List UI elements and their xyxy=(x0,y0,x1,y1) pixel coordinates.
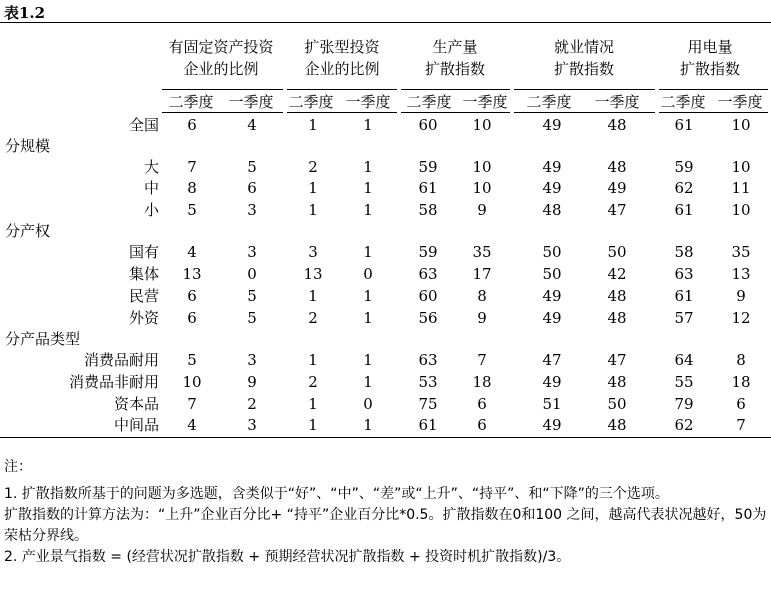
table-cell: 62 xyxy=(674,179,694,197)
table-cell: 60 xyxy=(418,287,438,305)
table-cell: 75 xyxy=(418,395,438,413)
row-label: 小 xyxy=(143,201,159,219)
table-cell: 3 xyxy=(247,243,257,261)
table-cell: 61 xyxy=(418,416,438,434)
note-1-formula: 扩散指数的计算方法为：“上升”企业百分比+ “持平”企业百分比*0.5。扩散指数在0和100 之间，越高代表状况越好，50为荣枯分界线。 xyxy=(4,507,767,544)
table-cell: 9 xyxy=(736,287,746,305)
table-cell: 1 xyxy=(363,416,373,434)
subheader-q2: 二季度 xyxy=(406,93,452,111)
group-rule xyxy=(287,89,397,90)
row-label: 大 xyxy=(143,158,159,176)
table-cell: 8 xyxy=(477,287,487,305)
table-cell: 1 xyxy=(308,179,318,197)
row-label: 中间品 xyxy=(113,416,159,434)
table-cell: 3 xyxy=(247,351,257,369)
table-cell: 2 xyxy=(247,395,257,413)
column-group-line2: 扩散指数 xyxy=(679,60,740,78)
table-cell: 1 xyxy=(363,201,373,219)
note-2: 2. 产业景气指数 = (经营状况扩散指数 + 预期经营状况扩散指数 + 投资时机扩散指数)/3。 xyxy=(4,549,571,565)
subheader-rule xyxy=(287,112,397,113)
column-group-line2: 扩散指数 xyxy=(553,60,614,78)
table-cell: 10 xyxy=(472,158,492,176)
table-cell: 9 xyxy=(477,201,487,219)
table-cell: 1 xyxy=(308,351,318,369)
table-cell: 6 xyxy=(187,287,197,305)
table-cell: 12 xyxy=(731,309,751,327)
table-cell: 7 xyxy=(477,351,487,369)
table-cell: 50 xyxy=(607,395,627,413)
column-group-line1: 就业情况 xyxy=(553,38,614,56)
table-cell: 10 xyxy=(731,201,751,219)
table-cell: 11 xyxy=(731,179,751,197)
column-group-line2: 扩散指数 xyxy=(424,60,485,78)
table-cell: 59 xyxy=(418,243,438,261)
bottom-rule xyxy=(0,437,771,438)
group-rule xyxy=(162,89,283,90)
table-cell: 49 xyxy=(542,287,562,305)
row-label: 中 xyxy=(143,179,159,197)
table-cell: 18 xyxy=(472,373,492,391)
subheader-q2: 二季度 xyxy=(526,93,572,111)
table-cell: 1 xyxy=(308,416,318,434)
table-cell: 0 xyxy=(363,265,373,283)
subheader-q1: 一季度 xyxy=(594,93,640,111)
group-rule xyxy=(659,89,768,90)
table-cell: 10 xyxy=(472,179,492,197)
table-cell: 57 xyxy=(674,309,694,327)
table-cell: 58 xyxy=(418,201,438,219)
table-cell: 0 xyxy=(363,395,373,413)
table-cell: 1 xyxy=(363,158,373,176)
table-cell: 4 xyxy=(247,116,257,134)
table-cell: 48 xyxy=(607,158,627,176)
table-cell: 10 xyxy=(472,116,492,134)
table-cell: 13 xyxy=(731,265,751,283)
table-cell: 6 xyxy=(477,395,487,413)
column-group-line1: 扩张型投资 xyxy=(304,38,380,56)
table-cell: 61 xyxy=(674,287,694,305)
table-cell: 56 xyxy=(418,309,438,327)
table-cell: 6 xyxy=(477,416,487,434)
table-cell: 9 xyxy=(477,309,487,327)
category-label: 分产品类型 xyxy=(5,330,81,348)
table-cell: 1 xyxy=(363,309,373,327)
table-cell: 7 xyxy=(187,158,197,176)
row-label: 消费品耐用 xyxy=(83,351,159,369)
row-label: 国有 xyxy=(128,243,159,261)
table-cell: 6 xyxy=(247,179,257,197)
row-label: 集体 xyxy=(128,265,159,283)
table-cell: 49 xyxy=(542,373,562,391)
table-cell: 48 xyxy=(607,416,627,434)
table-cell: 1 xyxy=(363,373,373,391)
table-cell: 53 xyxy=(418,373,438,391)
table-cell: 1 xyxy=(363,243,373,261)
table-cell: 49 xyxy=(542,116,562,134)
group-rule xyxy=(401,89,510,90)
table-cell: 48 xyxy=(607,309,627,327)
table-cell: 3 xyxy=(308,243,318,261)
table-cell: 35 xyxy=(731,243,751,261)
table-cell: 63 xyxy=(418,351,438,369)
table-cell: 60 xyxy=(418,116,438,134)
table-cell: 7 xyxy=(187,395,197,413)
table-cell: 5 xyxy=(247,287,257,305)
table-cell: 51 xyxy=(542,395,562,413)
table-cell: 48 xyxy=(607,287,627,305)
table-cell: 48 xyxy=(607,116,627,134)
table-cell: 61 xyxy=(674,201,694,219)
subheader-q2: 二季度 xyxy=(168,93,214,111)
table-cell: 6 xyxy=(187,309,197,327)
table-cell: 59 xyxy=(674,158,694,176)
subheader-rule xyxy=(659,112,768,113)
table-cell: 47 xyxy=(607,201,627,219)
row-label: 外资 xyxy=(128,309,159,327)
table-cell: 4 xyxy=(187,416,197,434)
table-cell: 5 xyxy=(247,309,257,327)
table-cell: 1 xyxy=(363,116,373,134)
subheader-q2: 二季度 xyxy=(288,93,334,111)
table-cell: 3 xyxy=(247,416,257,434)
table-cell: 13 xyxy=(303,265,323,283)
table-cell: 49 xyxy=(542,158,562,176)
table-cell: 62 xyxy=(674,416,694,434)
table-cell: 58 xyxy=(674,243,694,261)
table-cell: 61 xyxy=(674,116,694,134)
table-cell: 49 xyxy=(542,179,562,197)
subheader-rule xyxy=(401,112,510,113)
table-cell: 5 xyxy=(187,201,197,219)
table-cell: 35 xyxy=(472,243,492,261)
table-cell: 7 xyxy=(736,416,746,434)
column-group-line1: 生产量 xyxy=(432,38,478,56)
table-cell: 18 xyxy=(731,373,751,391)
table-cell: 50 xyxy=(542,243,562,261)
table-cell: 4 xyxy=(187,243,197,261)
table-cell: 49 xyxy=(607,179,627,197)
table-cell: 42 xyxy=(607,265,627,283)
table-cell: 63 xyxy=(418,265,438,283)
column-group-line1: 用电量 xyxy=(687,38,733,56)
group-rule xyxy=(514,89,655,90)
notes-heading: 注： xyxy=(4,459,32,475)
table-cell: 55 xyxy=(674,373,694,391)
subheader-q2: 二季度 xyxy=(660,93,706,111)
table-cell: 8 xyxy=(187,179,197,197)
table-cell: 9 xyxy=(247,373,257,391)
table-cell: 10 xyxy=(731,116,751,134)
top-rule xyxy=(0,22,771,23)
table-cell: 2 xyxy=(308,158,318,176)
table-cell: 3 xyxy=(247,201,257,219)
subheader-q1: 一季度 xyxy=(462,93,508,111)
table-cell: 1 xyxy=(308,287,318,305)
table-cell: 0 xyxy=(247,265,257,283)
table-cell: 49 xyxy=(542,416,562,434)
subheader-rule xyxy=(514,112,655,113)
table-title: 表1.2 xyxy=(4,4,46,22)
table-cell: 1 xyxy=(363,287,373,305)
notes xyxy=(4,457,768,568)
row-label: 民营 xyxy=(128,287,159,305)
row-label: 全国 xyxy=(128,116,159,134)
subheader-q1: 一季度 xyxy=(717,93,763,111)
subheader-q1: 一季度 xyxy=(228,93,274,111)
table-cell: 5 xyxy=(187,351,197,369)
column-group-line2: 企业的比例 xyxy=(183,60,259,78)
subheader-rule xyxy=(162,112,283,113)
subheader-q1: 一季度 xyxy=(345,93,391,111)
table-cell: 2 xyxy=(308,309,318,327)
table-cell: 59 xyxy=(418,158,438,176)
table-cell: 47 xyxy=(607,351,627,369)
table-cell: 6 xyxy=(187,116,197,134)
row-label: 资本品 xyxy=(113,395,159,413)
table-cell: 1 xyxy=(363,179,373,197)
table-cell: 2 xyxy=(308,373,318,391)
category-label: 分产权 xyxy=(5,222,51,240)
column-group-header-5 xyxy=(630,36,771,80)
category-label: 分规模 xyxy=(5,137,51,155)
table-cell: 13 xyxy=(182,265,202,283)
row-label: 消费品非耐用 xyxy=(68,373,159,391)
note-1: 1. 扩散指数所基于的问题为多选题，含类似于“好”、“中”、“差”或“上升”、“持平”、和“下降”的三个选项。 xyxy=(4,486,669,502)
table-cell: 49 xyxy=(542,309,562,327)
table-cell: 1 xyxy=(363,351,373,369)
table-cell: 79 xyxy=(674,395,694,413)
table-cell: 10 xyxy=(731,158,751,176)
table-cell: 10 xyxy=(182,373,202,391)
column-group-line2: 企业的比例 xyxy=(304,60,380,78)
column-group-line1: 有固定资产投资 xyxy=(168,38,274,56)
table-cell: 64 xyxy=(674,351,694,369)
table-cell: 1 xyxy=(308,395,318,413)
table-cell: 50 xyxy=(607,243,627,261)
table-cell: 48 xyxy=(607,373,627,391)
table-cell: 5 xyxy=(247,158,257,176)
table-cell: 50 xyxy=(542,265,562,283)
table-cell: 1 xyxy=(308,116,318,134)
table-cell: 6 xyxy=(736,395,746,413)
table-cell: 8 xyxy=(736,351,746,369)
table-cell: 1 xyxy=(308,201,318,219)
table-cell: 61 xyxy=(418,179,438,197)
table-cell: 17 xyxy=(472,265,492,283)
table-cell: 63 xyxy=(674,265,694,283)
table-cell: 47 xyxy=(542,351,562,369)
table-cell: 48 xyxy=(542,201,562,219)
